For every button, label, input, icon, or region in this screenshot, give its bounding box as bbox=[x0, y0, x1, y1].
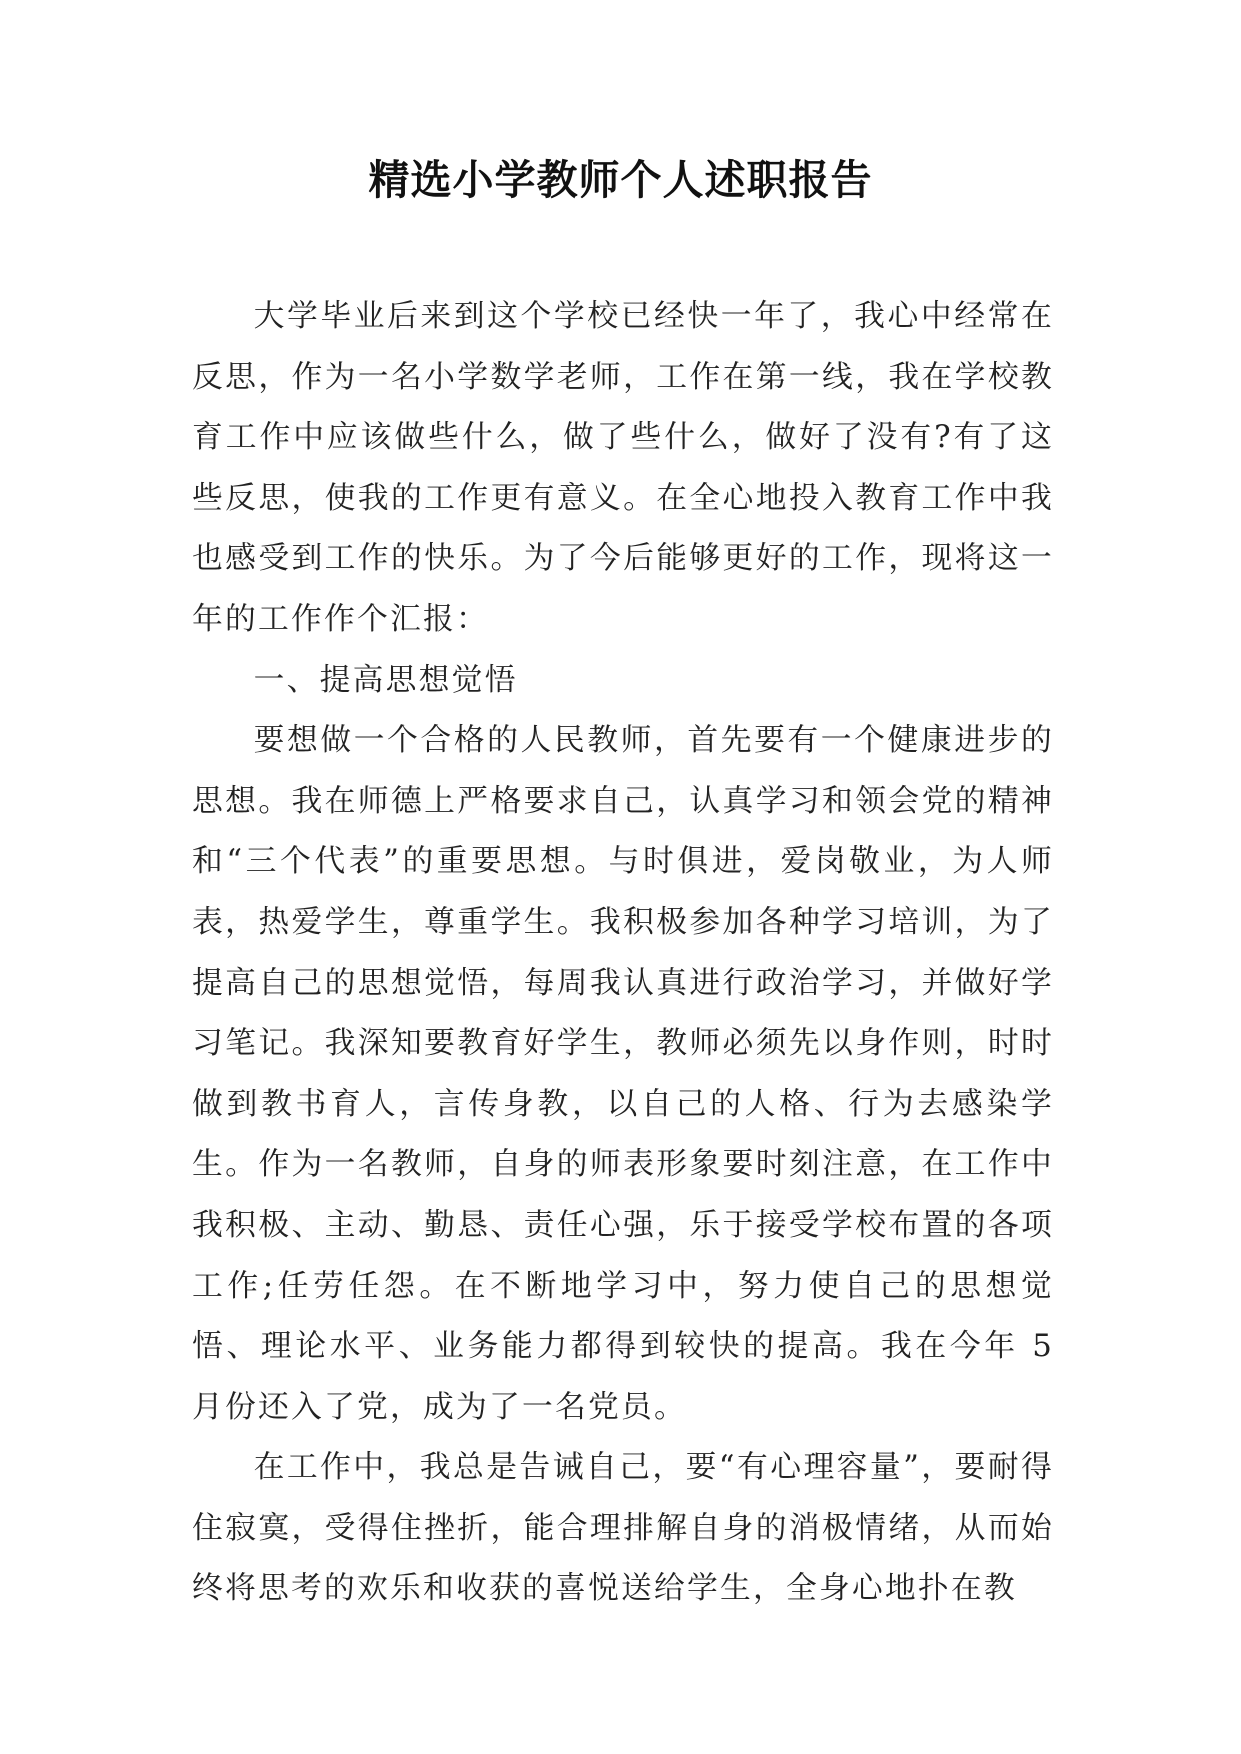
paragraph-ideology: 要想做一个合格的人民教师，首先要有一个健康进步的思想。我在师德上严格要求自己，认真学习和领会党的精神和“三个代表”的重要思想。与时俱进，爱岗敬业，为人师表，热爱学生，尊重学生。我积极参加各种学习培训，为了提高自己的思想觉悟，每周我认真进行政治学习，并做好学习笔记。我深知要教育好学生，教师必须先以身作则，时时做到教书育人，言传身教，以自己的人格、行为去感染学生。作为一名教师，自身的师表形象要时刻注意，在工作中我积极、主动、勤恳、责任心强，乐于接受学校布置的各项工作;任劳任怨。在不断地学习中，努力使自己的思想觉悟、理论水平、业务能力都得到较快的提高。我在今年 5 月份还入了党，成为了一名党员。 bbox=[192, 722, 1054, 1425]
section-heading: 一、提高思想觉悟 bbox=[253, 661, 518, 698]
paragraph-intro: 大学毕业后来到这个学校已经快一年了，我心中经常在反思，作为一名小学数学老师，工作在第一线，我在学校教育工作中应该做些什么，做了些什么，做好了没有?有了这些反思，使我的工作更有意义。在全心地投入教育工作中我也感受到工作的快乐。为了今后能够更好的工作，现将这一年的工作作个汇报： bbox=[192, 298, 1054, 637]
document-title: 精选小学教师个人述职报告 bbox=[368, 156, 873, 204]
paragraph-work: 在工作中，我总是告诫自己，要“有心理容量”，要耐得住寂寞，受得住挫折，能合理排解自身的消极情绪，从而始终将思考的欢乐和收获的喜悦送给学生，全身心地扑在教 bbox=[192, 1449, 1054, 1607]
document-body bbox=[192, 286, 1054, 1619]
